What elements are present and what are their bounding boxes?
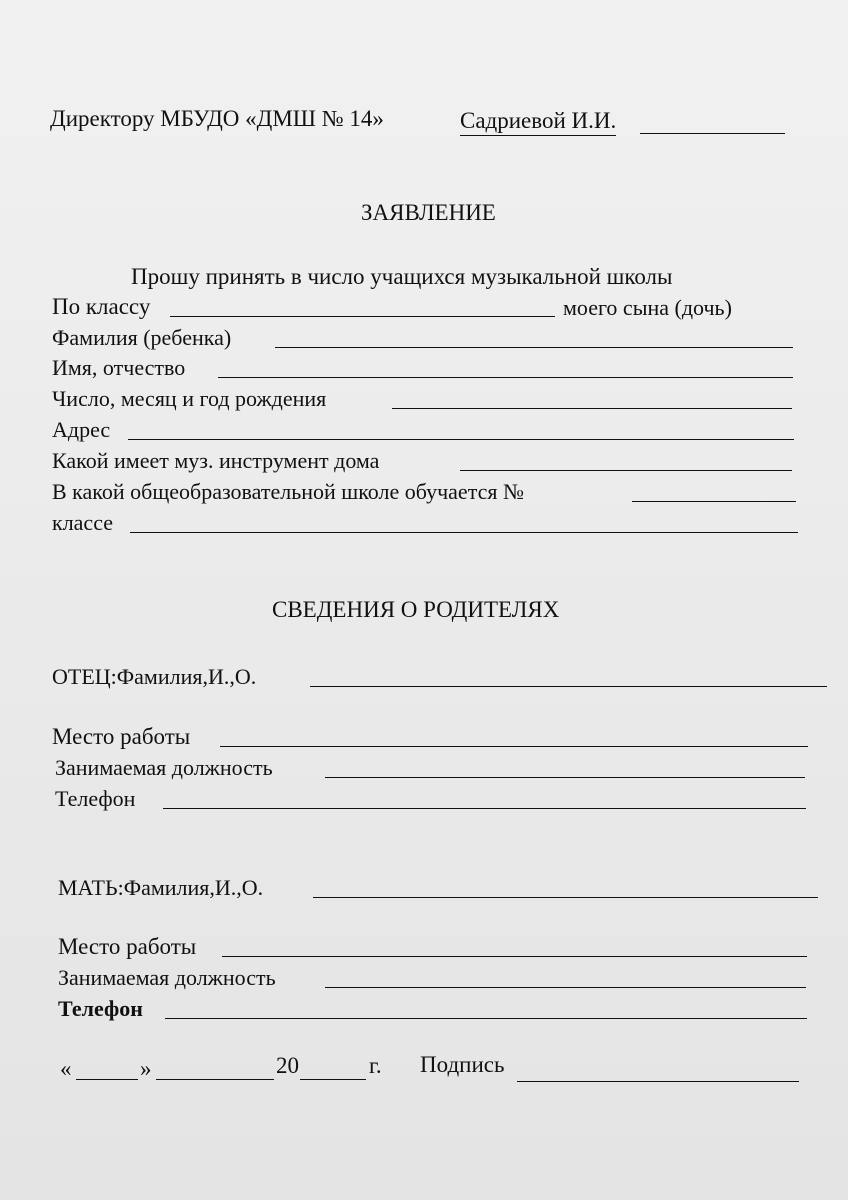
mother-position-label: Занимаемая должность bbox=[58, 965, 276, 990]
mother-phone-label: Телефон bbox=[58, 996, 143, 1021]
date-year-prefix: 20 bbox=[276, 1053, 299, 1078]
father-name-label: ОТЕЦ:Фамилия,И.,О. bbox=[52, 664, 257, 689]
birth-date-field[interactable] bbox=[392, 408, 792, 409]
father-phone-label: Телефон bbox=[55, 786, 136, 811]
child-surname-label: Фамилия (ребенка) bbox=[52, 325, 232, 350]
grade-label: классе bbox=[52, 510, 113, 535]
parents-title: СВЕДЕНИЯ О РОДИТЕЛЯХ bbox=[272, 597, 560, 622]
father-work-field[interactable] bbox=[220, 746, 808, 747]
mother-name-field[interactable] bbox=[313, 897, 818, 898]
date-year-field[interactable] bbox=[300, 1079, 366, 1080]
birth-date-label: Число, месяц и год рождения bbox=[52, 386, 327, 411]
class-label: По классу bbox=[52, 294, 151, 319]
instrument-field[interactable] bbox=[460, 470, 792, 471]
child-label: моего сына (дочь) bbox=[563, 295, 732, 320]
father-phone-field[interactable] bbox=[163, 808, 806, 809]
director-address: Директору МБУДО «ДМШ № 14» bbox=[50, 106, 384, 131]
mother-work-label: Место работы bbox=[58, 934, 197, 959]
instrument-label: Какой имеет муз. инструмент дома bbox=[52, 448, 380, 473]
school-label: В какой общеобразовательной школе обучается № bbox=[52, 479, 524, 504]
child-name-field[interactable] bbox=[218, 377, 793, 378]
form-title: ЗАЯВЛЕНИЕ bbox=[361, 200, 496, 225]
date-year-suffix: г. bbox=[369, 1053, 382, 1078]
school-number-field[interactable] bbox=[632, 501, 796, 502]
father-position-label: Занимаемая должность bbox=[55, 755, 273, 780]
mother-phone-field[interactable] bbox=[165, 1018, 807, 1019]
request-intro: Прошу принять в число учащихся музыкальной школы bbox=[131, 264, 673, 289]
child-name-label: Имя, отчество bbox=[52, 355, 186, 380]
mother-position-field[interactable] bbox=[325, 987, 806, 988]
date-quote-close: » bbox=[140, 1056, 152, 1081]
date-month-field[interactable] bbox=[156, 1079, 274, 1080]
class-field[interactable] bbox=[170, 316, 555, 317]
mother-work-field[interactable] bbox=[222, 956, 807, 957]
child-surname-field[interactable] bbox=[275, 347, 793, 348]
signature-label: Подпись bbox=[420, 1052, 505, 1077]
father-position-field[interactable] bbox=[325, 777, 805, 778]
director-name: Садриевой И.И. bbox=[460, 108, 616, 136]
address-label: Адрес bbox=[52, 417, 111, 442]
date-quote-open: « bbox=[60, 1056, 72, 1081]
date-day-field[interactable] bbox=[76, 1079, 138, 1080]
address-field[interactable] bbox=[128, 439, 794, 440]
signature-field[interactable] bbox=[517, 1081, 799, 1082]
grade-field[interactable] bbox=[130, 532, 798, 533]
father-name-field[interactable] bbox=[310, 686, 827, 687]
mother-name-label: МАТЬ:Фамилия,И.,О. bbox=[58, 875, 264, 900]
director-name-line bbox=[640, 133, 785, 134]
father-work-label: Место работы bbox=[52, 724, 191, 749]
